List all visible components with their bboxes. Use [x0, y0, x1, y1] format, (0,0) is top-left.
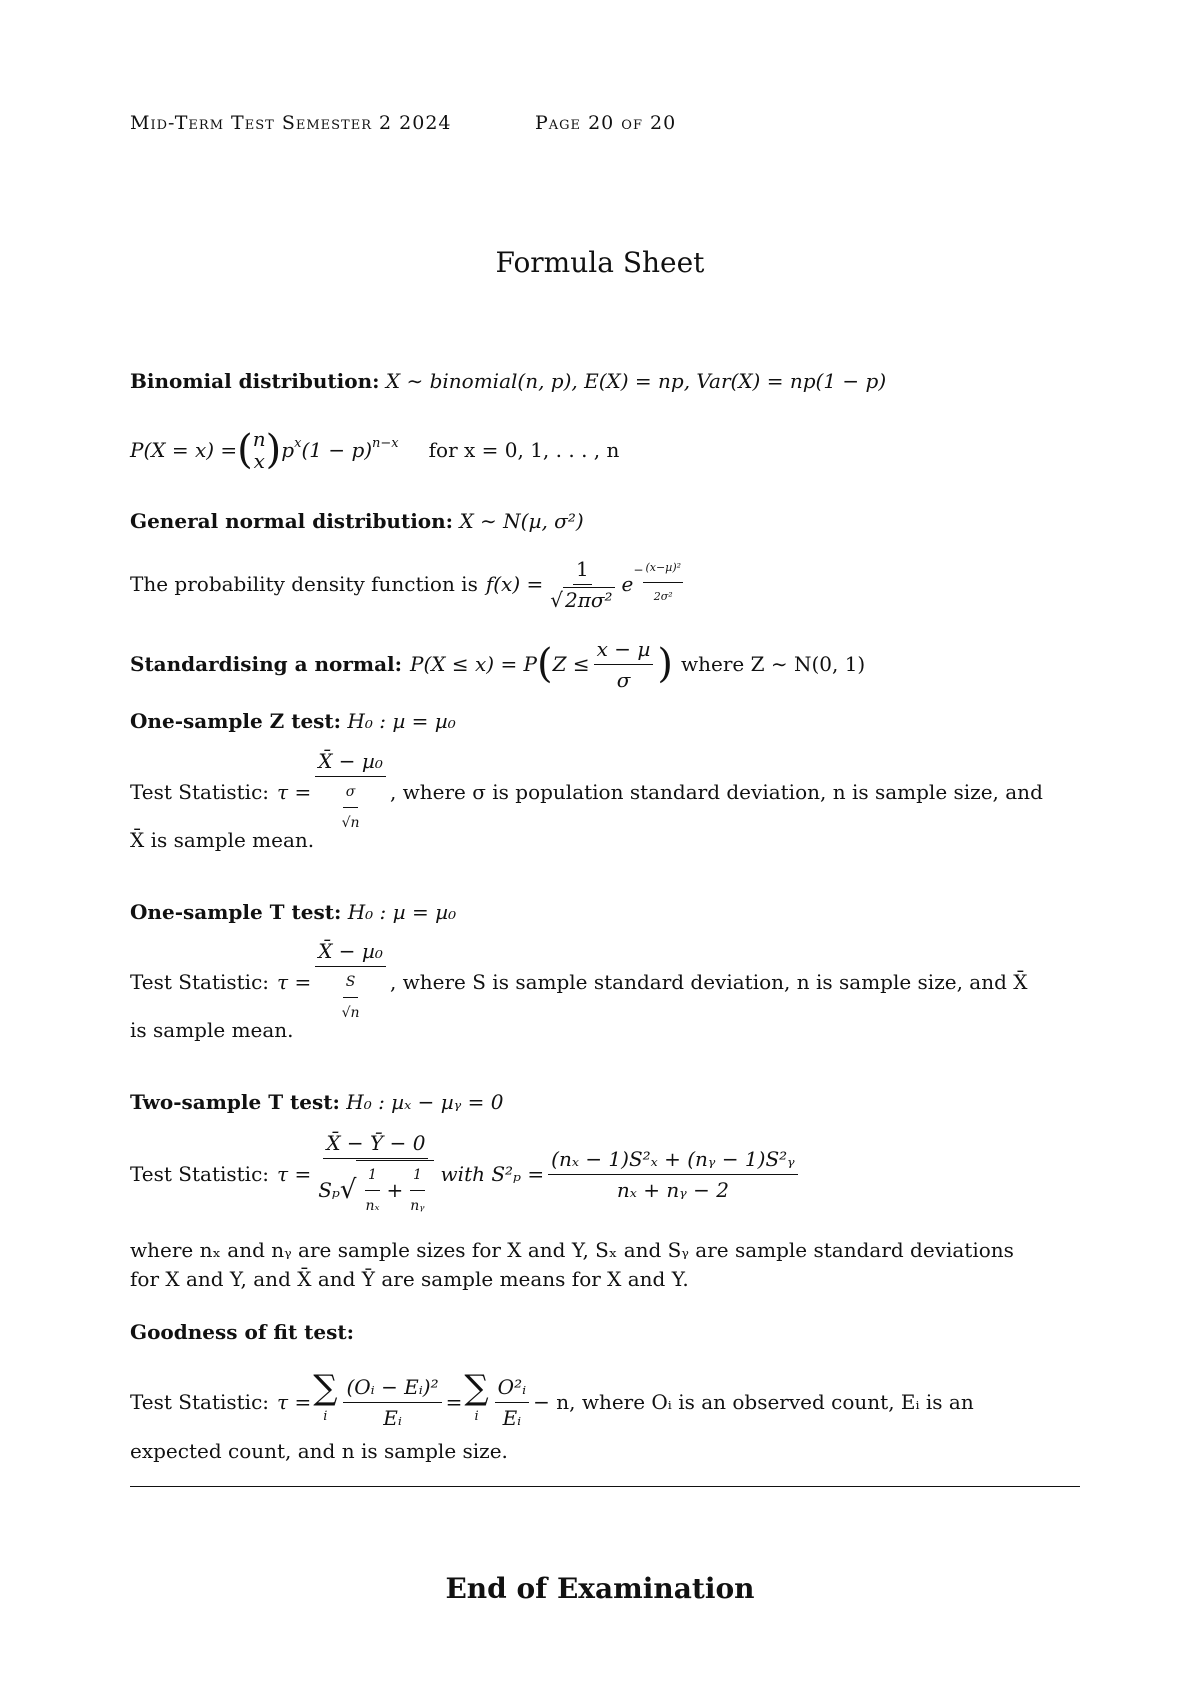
sum-symbol-2: ∑ i: [464, 1373, 488, 1431]
gof-heading: Goodness of fit test:: [130, 1320, 354, 1344]
t-den-den: √n: [341, 1005, 360, 1021]
two-den-frac1-den: nₓ: [365, 1197, 380, 1214]
standardising-where: where Z ∼ N(0, 1): [681, 652, 866, 676]
two-description: where nₓ and nᵧ are sample sizes for X and Y, Sₓ and Sᵧ are sample standard deviations: [130, 1238, 1014, 1262]
gof-stat-label: Test Statistic:: [130, 1390, 270, 1414]
t-test-heading: One-sample T test:: [130, 900, 342, 924]
gof-description-2: expected count, and n is sample size.: [130, 1439, 508, 1463]
two-den-frac2-den: nᵧ: [410, 1197, 425, 1214]
two-sample-heading: Two-sample T test:: [130, 1090, 340, 1114]
gof-frac2-den: Eᵢ: [502, 1405, 522, 1430]
t-test-statistic: [130, 939, 1080, 1021]
z-tau: τ =: [277, 780, 312, 804]
pooled-den: nₓ + nᵧ − 2: [616, 1177, 729, 1202]
two-with: with S²ₚ =: [440, 1162, 545, 1186]
pdf-text: The probability density function is: [130, 572, 478, 596]
pdf-den: √ 2πσ²: [550, 587, 613, 612]
two-fraction: [315, 1129, 436, 1220]
two-num: X̄ − Ȳ − 0: [323, 1129, 428, 1159]
t-den-num: S: [343, 968, 359, 998]
two-den: [315, 1159, 436, 1220]
standardising-heading: Standardising a normal:: [130, 652, 403, 676]
pmf-range: for x = 0, 1, . . . , n: [428, 438, 620, 462]
pdf-fraction: [547, 555, 617, 614]
end-of-exam: End of Examination: [445, 1572, 755, 1605]
pmf-rest: (1 − p): [301, 438, 373, 462]
horizontal-rule: [130, 1486, 1080, 1487]
normal-pdf: [130, 552, 1080, 616]
std-num: x − µ: [594, 635, 654, 665]
t-stat-label: Test Statistic:: [130, 970, 270, 994]
standardising-line: [130, 636, 1080, 692]
test-title: Mid-Term Test Semester 2 2024: [130, 112, 452, 134]
binomial-heading: Binomial distribution:: [130, 369, 380, 393]
pooled-num: (nₓ − 1)S²ₓ + (nᵧ − 1)S²ᵧ: [548, 1145, 798, 1175]
standardising-inner: Z ≤: [552, 652, 590, 676]
normal-formula: X ∼ N(µ, σ²): [459, 509, 584, 533]
pdf-exponent: [643, 554, 683, 611]
page-title: Formula Sheet: [495, 246, 705, 279]
std-close-paren: ): [657, 641, 673, 687]
pdf-exp-num: (x−µ)²: [643, 554, 683, 583]
std-den: σ: [616, 667, 631, 692]
two-den-sp: Sₚ: [318, 1177, 340, 1202]
t-description: , where S is sample standard deviation, n is sample size, and X̄: [389, 970, 1028, 994]
pooled-fraction: [548, 1145, 798, 1204]
page-number: Page 20 of 20: [535, 112, 677, 134]
binom-open-paren: (: [237, 427, 253, 473]
page-header: [130, 112, 677, 134]
two-sample-hypothesis: H₀ : µₓ − µᵧ = 0: [346, 1090, 504, 1114]
two-den-frac1: [362, 1161, 382, 1220]
z-den-num: σ: [343, 778, 359, 808]
pmf-p: p: [281, 438, 295, 462]
pmf-exp-x: x: [294, 436, 302, 451]
sum-index-2: i: [474, 1409, 479, 1424]
z-test-heading: One-sample Z test:: [130, 709, 342, 733]
standardising-fraction: [594, 635, 654, 694]
gof-frac2-num: O²ᵢ: [495, 1373, 529, 1403]
binom-coefficient: [253, 428, 266, 472]
pdf-lhs: f(x) =: [485, 572, 544, 596]
z-stat-label: Test Statistic:: [130, 780, 270, 804]
two-description-2: for X and Y, and X̄ and Ȳ are sample means for X and Y.: [130, 1267, 689, 1291]
two-den-frac1-num: 1: [365, 1161, 380, 1191]
pmf-exp-nx: n−x: [372, 436, 399, 451]
z-num: X̄ − µ₀: [315, 747, 386, 777]
pdf-exp-den: 2σ²: [653, 590, 673, 603]
t-test-line: [130, 898, 1080, 926]
z-test-hypothesis: H₀ : µ = µ₀: [347, 709, 456, 733]
two-den-frac2: [407, 1161, 427, 1220]
normal-line: [130, 507, 1080, 535]
two-den-radicand: $\frac{1}{\text{nₓ}}$ + $\frac{1}{\text{nᵧ}}$: [356, 1160, 433, 1220]
z-den-den: √n: [341, 815, 360, 831]
binomial-line: [130, 367, 1080, 395]
pdf-den-radicand: 2πσ²: [565, 587, 613, 612]
two-sample-line: [130, 1088, 1080, 1116]
z-fraction: [315, 747, 386, 837]
gof-statistic: [130, 1366, 1080, 1438]
gof-equals: =: [445, 1390, 463, 1414]
gof-frac1-den: Eᵢ: [383, 1405, 402, 1430]
pdf-num: 1: [573, 555, 592, 585]
std-open-paren: (: [537, 641, 553, 687]
t-fraction: [315, 937, 386, 1027]
gof-frac1-num: (Oᵢ − Eᵢ)²: [343, 1373, 441, 1403]
gof-fraction-2: [495, 1373, 529, 1432]
gof-tail: − n, where Oᵢ is an observed count, Eᵢ is an: [533, 1390, 974, 1414]
two-den-frac2-num: 1: [410, 1161, 425, 1191]
two-tau: τ =: [277, 1162, 312, 1186]
gof-tau: τ =: [277, 1390, 312, 1414]
two-sample-statistic: [130, 1130, 1080, 1214]
sum-symbol-1: ∑ i: [313, 1373, 337, 1431]
two-stat-label: Test Statistic:: [130, 1162, 270, 1186]
t-test-hypothesis: H₀ : µ = µ₀: [347, 900, 457, 924]
sum-index-1: i: [323, 1409, 328, 1424]
z-test-line: [130, 707, 1080, 735]
binom-close-paren: ): [265, 427, 282, 473]
binomial-pmf: [130, 420, 1080, 480]
z-description-2: X̄ is sample mean.: [130, 828, 315, 852]
z-description: , where σ is population standard deviation, n is sample size, and: [389, 780, 1043, 804]
z-test-statistic: [130, 749, 1080, 831]
t-num: X̄ − µ₀: [315, 937, 386, 967]
binomial-formula: X ∼ binomial(n, p), E(X) = np, Var(X) = np(1 − p): [385, 369, 887, 393]
gof-fraction-1: [343, 1373, 441, 1432]
normal-heading: General normal distribution:: [130, 509, 454, 533]
binom-x: x: [253, 449, 265, 473]
t-description-2: is sample mean.: [130, 1018, 294, 1042]
t-tau: τ =: [277, 970, 312, 994]
pdf-e: e: [621, 572, 634, 596]
pdf-exp-minus: −: [633, 563, 644, 577]
standardising-lhs: P(X ≤ x) = P: [410, 652, 538, 676]
binom-n: n: [252, 427, 266, 451]
pmf-lhs: P(X = x) =: [130, 438, 238, 462]
two-den-root: √: [339, 1174, 357, 1205]
